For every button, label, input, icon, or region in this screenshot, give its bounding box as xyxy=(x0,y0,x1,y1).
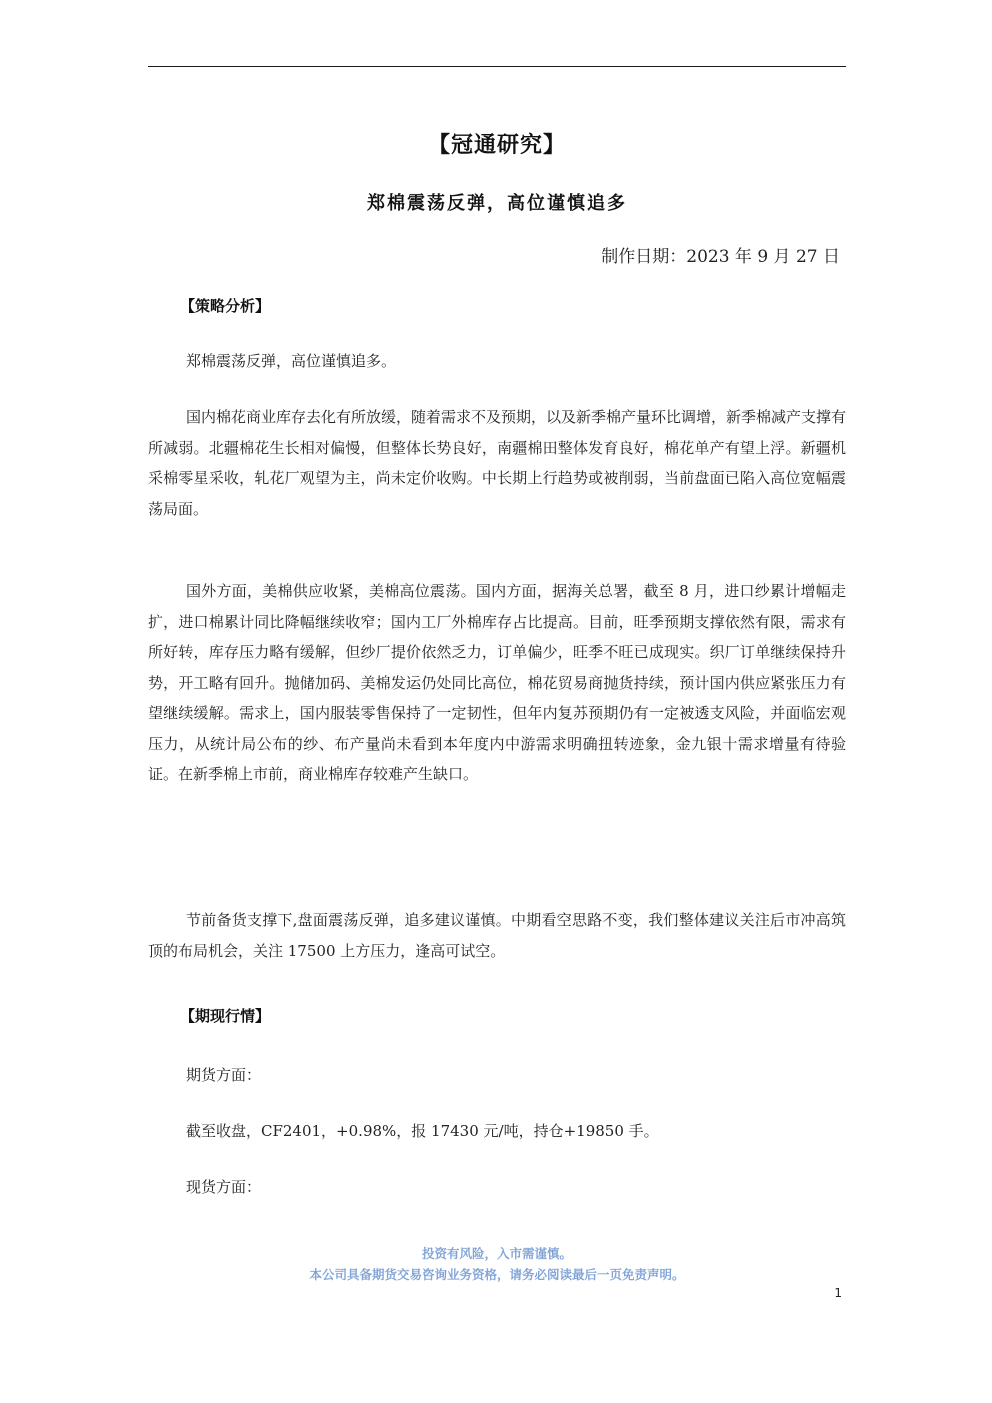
section-heading-market: 【期现行情】 xyxy=(180,1007,271,1025)
page-number: 1 xyxy=(834,1286,842,1300)
report-date: 制作日期：2023 年 9 月 27 日 xyxy=(601,247,840,267)
footer-risk-warning: 投资有风险，入市需谨慎。 xyxy=(421,1246,572,1261)
footer-disclaimer: 本公司具备期货交易咨询业务资格，请务必阅读最后一页免责声明。 xyxy=(309,1267,685,1282)
strategy-paragraph-outlook: 节前备货支撑下,盘面震荡反弹，追多建议谨慎。中期看空思路不变，我们整体建议关注后市冲高筑顶的布局机会，关注 17500 上方压力，逢高可试空。 xyxy=(148,911,846,960)
page-title: 【冠通研究】 xyxy=(427,133,566,158)
strategy-paragraph-overseas: 国外方面，美棉供应收紧，美棉高位震荡。国内方面，据海关总署，截至 8 月，进口纱累计增幅走扩，进口棉累计同比降幅继续收窄；国内工厂外棉库存占比提高。目前，旺季预期支撑依然有限，需求有所好转，库存压力略有缓解，但纱厂提价依然乏力，订单偏少，旺季不旺已成现实。织厂订单继续保持升势，开工略有回升。抛储加码、美棉发运仍处同比高位，棉花贸易商抛货持续，预计国内供应紧张压力有望继续缓解。需求上，国内服装零售保持了一定韧性，但年内复苏预期仍有一定被透支风险，并面临宏观压力，从统计局公布的纱、布产量尚未看到本年度内中游需求明确扭转迹象，金九银十需求增量有待验证。在新季棉上市前，商业棉库存较难产生缺口。 xyxy=(148,582,846,783)
page-subtitle: 郑棉震荡反弹，高位谨慎追多 xyxy=(367,193,627,214)
futures-label: 期货方面： xyxy=(186,1066,262,1084)
futures-quote: 截至收盘，CF2401，+0.98%，报 17430 元/吨，持仓+19850 手。 xyxy=(186,1122,659,1140)
header-rule xyxy=(148,66,846,67)
section-heading-strategy: 【策略分析】 xyxy=(180,297,271,315)
spot-label: 现货方面： xyxy=(186,1178,262,1196)
strategy-paragraph-domestic: 国内棉花商业库存去化有所放缓，随着需求不及预期，以及新季棉产量环比调增，新季棉减产支撑有所减弱。北疆棉花生长相对偏慢，但整体长势良好，南疆棉田整体发育良好，棉花单产有望上浮。新疆机采棉零星采收，轧花厂观望为主，尚未定价收购。中长期上行趋势或被削弱，当前盘面已陷入高位宽幅震荡局面。 xyxy=(148,408,847,518)
strategy-summary: 郑棉震荡反弹，高位谨慎追多。 xyxy=(186,352,397,370)
